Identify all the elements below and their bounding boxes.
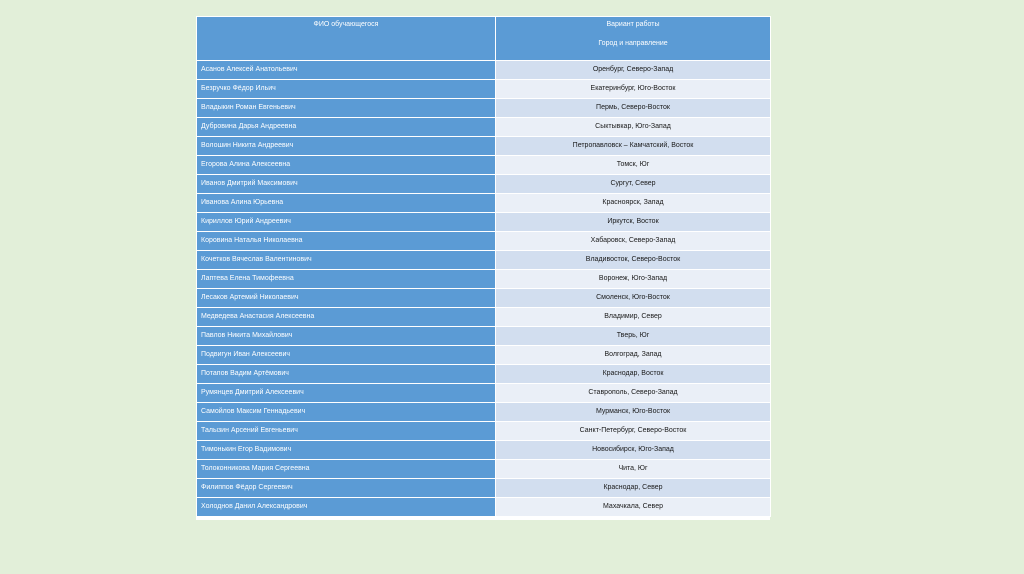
table-header	[197, 17, 771, 61]
city-direction-cell: Иркутск, Восток	[496, 213, 771, 232]
table-row	[197, 80, 771, 99]
student-name-cell: Кочетков Вячеслав Валентинович	[197, 251, 496, 270]
table-body	[197, 61, 771, 517]
city-direction-cell: Санкт-Петербург, Северо-Восток	[496, 422, 771, 441]
table-row	[197, 156, 771, 175]
city-direction-cell: Пермь, Северо-Восток	[496, 99, 771, 118]
city-direction-cell: Махачкала, Север	[496, 498, 771, 517]
table-row	[197, 213, 771, 232]
student-name-cell: Потапов Вадим Артёмович	[197, 365, 496, 384]
city-direction-cell: Ставрополь, Северо-Запад	[496, 384, 771, 403]
table-row	[197, 289, 771, 308]
table-row	[197, 346, 771, 365]
city-direction-cell: Смоленск, Юго-Восток	[496, 289, 771, 308]
assignment-table-container	[196, 16, 770, 520]
table-row	[197, 308, 771, 327]
table-row	[197, 251, 771, 270]
student-name-cell: Филиппов Фёдор Сергеевич	[197, 479, 496, 498]
table-row	[197, 403, 771, 422]
city-direction-cell: Краснодар, Восток	[496, 365, 771, 384]
city-direction-cell: Сургут, Север	[496, 175, 771, 194]
header-job-variant	[496, 17, 771, 61]
student-name-cell: Коровина Наталья Николаевна	[197, 232, 496, 251]
student-name-cell: Лесаков Артемий Николаевич	[197, 289, 496, 308]
student-name-cell: Дубровина Дарья Андреевна	[197, 118, 496, 137]
header-job-variant-label: Вариант работы	[606, 21, 660, 28]
city-direction-cell: Мурманск, Юго-Восток	[496, 403, 771, 422]
assignment-table	[196, 16, 771, 517]
table-row	[197, 479, 771, 498]
table-row	[197, 61, 771, 80]
table-row	[197, 498, 771, 517]
table-row	[197, 175, 771, 194]
student-name-cell: Талызин Арсений Евгеньевич	[197, 422, 496, 441]
student-name-cell: Безручко Фёдор Ильич	[197, 80, 496, 99]
student-name-cell: Иванов Дмитрий Максимович	[197, 175, 496, 194]
student-name-cell: Иванова Алина Юрьевна	[197, 194, 496, 213]
header-student-name-label: ФИО обучающегося	[313, 21, 379, 28]
student-name-cell: Асанов Алексей Анатольевич	[197, 61, 496, 80]
table-row	[197, 384, 771, 403]
city-direction-cell: Тверь, Юг	[496, 327, 771, 346]
city-direction-cell: Воронеж, Юго-Запад	[496, 270, 771, 289]
city-direction-cell: Владивосток, Северо-Восток	[496, 251, 771, 270]
city-direction-cell: Владимир, Север	[496, 308, 771, 327]
table-row	[197, 232, 771, 251]
student-name-cell: Егорова Алина Алексеевна	[197, 156, 496, 175]
table-row	[197, 194, 771, 213]
student-name-cell: Румянцев Дмитрий Алексеевич	[197, 384, 496, 403]
student-name-cell: Медведева Анастасия Алексеевна	[197, 308, 496, 327]
table-row	[197, 460, 771, 479]
city-direction-cell: Новосибирск, Юго-Запад	[496, 441, 771, 460]
student-name-cell: Волошин Никита Андреевич	[197, 137, 496, 156]
header-student-name	[197, 17, 496, 61]
table-row	[197, 327, 771, 346]
student-name-cell: Толоконникова Мария Сергеевна	[197, 460, 496, 479]
city-direction-cell: Хабаровск, Северо-Запад	[496, 232, 771, 251]
city-direction-cell: Оренбург, Северо-Запад	[496, 61, 771, 80]
table-row	[197, 137, 771, 156]
header-city-direction-label: Город и направление	[598, 40, 668, 47]
city-direction-cell: Петропавловск – Камчатский, Восток	[496, 137, 771, 156]
city-direction-cell: Томск, Юг	[496, 156, 771, 175]
table-row	[197, 441, 771, 460]
student-name-cell: Кириллов Юрий Андреевич	[197, 213, 496, 232]
table-row	[197, 99, 771, 118]
student-name-cell: Лаптева Елена Тимофеевна	[197, 270, 496, 289]
student-name-cell: Самойлов Максим Геннадьевич	[197, 403, 496, 422]
table-row	[197, 270, 771, 289]
table-row	[197, 422, 771, 441]
student-name-cell: Тимонькин Егор Вадимович	[197, 441, 496, 460]
student-name-cell: Владыкин Роман Евгеньевич	[197, 99, 496, 118]
table-row	[197, 365, 771, 384]
city-direction-cell: Волгоград, Запад	[496, 346, 771, 365]
city-direction-cell: Краснодар, Север	[496, 479, 771, 498]
student-name-cell: Подвигун Иван Алексеевич	[197, 346, 496, 365]
city-direction-cell: Сыктывкар, Юго-Запад	[496, 118, 771, 137]
city-direction-cell: Екатеринбург, Юго-Восток	[496, 80, 771, 99]
table-row	[197, 118, 771, 137]
city-direction-cell: Чита, Юг	[496, 460, 771, 479]
header-row	[197, 17, 771, 61]
city-direction-cell: Красноярск, Запад	[496, 194, 771, 213]
student-name-cell: Холоднов Данил Александрович	[197, 498, 496, 517]
student-name-cell: Павлов Никита Михайлович	[197, 327, 496, 346]
